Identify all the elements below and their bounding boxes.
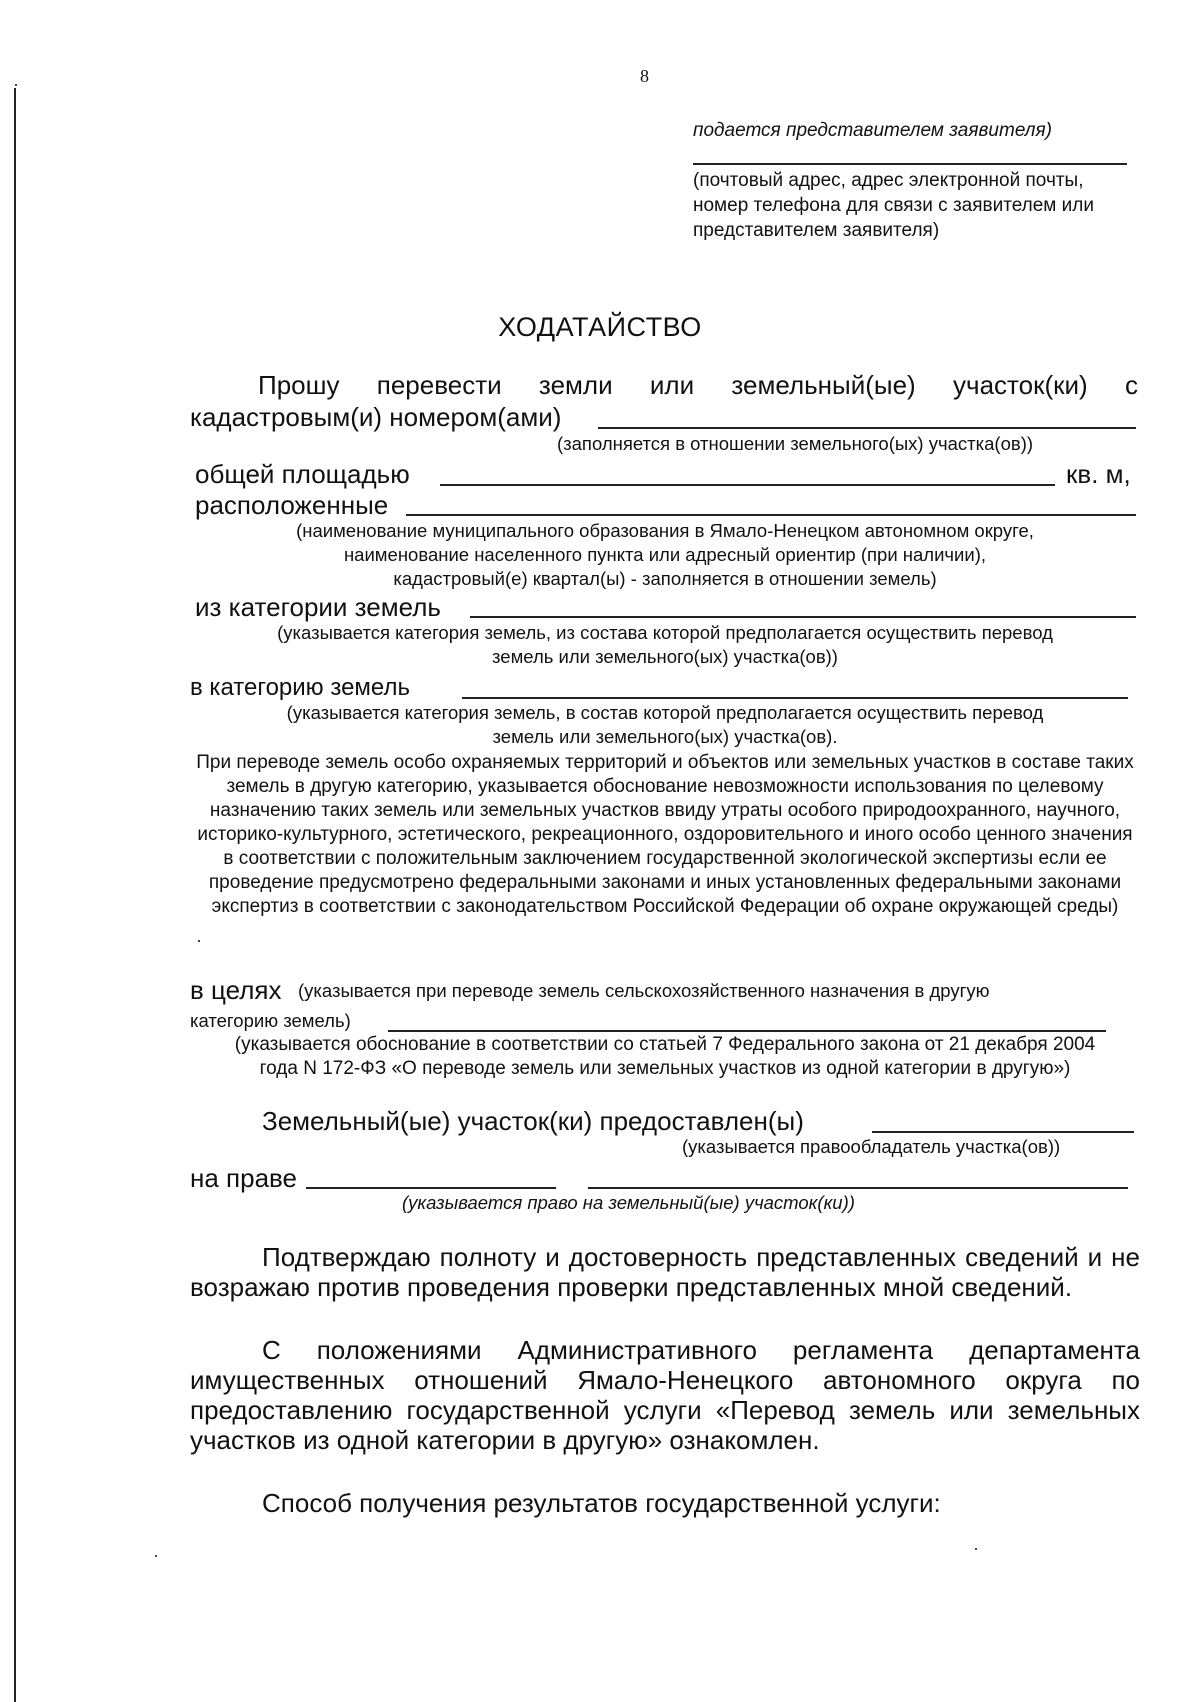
to-category-note-2: земель или земельного(ых) участка(ов).	[492, 726, 838, 747]
from-category-note-2: земель или земельного(ых) участка(ов))	[492, 646, 838, 667]
contact-underline	[693, 163, 1127, 165]
to-category-note-1: (указывается категория земель, в состав которой предполагается осуществить перевод	[286, 702, 1044, 723]
cadastral-note: (заполняется в отношении земельного(ых) участка(ов))	[557, 433, 1034, 454]
purpose-hint-1: (указывается при переводе земель сельскохозяйственного назначения в другую	[298, 980, 990, 1001]
document-title: ХОДАТАЙСТВО	[498, 312, 702, 342]
from-category-label: из категории земель	[195, 592, 441, 622]
from-category-note-1: (указывается категория земель, из состава которой предполагается осуществить перевод	[277, 622, 1053, 643]
granted-note: (указывается правообладатель участка(ов))	[682, 1136, 1061, 1157]
scan-speck	[15, 84, 17, 86]
contact-note: (почтовый адрес, адрес электронной почты, номер телефона для связи с заявителем или представителем заявителя)	[693, 170, 1094, 241]
right-note: (указывается право на земельный(ые) участок(ки))	[402, 1192, 855, 1213]
to-category-field[interactable]	[462, 697, 1128, 699]
cadastral-field[interactable]	[598, 427, 1136, 429]
scan-speck	[155, 1555, 157, 1557]
purpose-label: в целях	[190, 975, 282, 1005]
located-label: расположенные	[195, 490, 389, 520]
purpose-hint-2: категорию земель)	[190, 1010, 351, 1031]
located-note-2: наименование населенного пункта или адресный ориентир (при наличии),	[343, 544, 987, 565]
page-number: 8	[640, 66, 649, 86]
acknowledgement-paragraph: С положениями Административного регламента департамента имущественных отношений Ямало-Ненецкого автономного округа по предоставлению государственной услуги «Перевод земель или земельных участков из одной категории в другую» ознакомлен.	[190, 1335, 1140, 1455]
located-note-1: (наименование муниципального образования в Ямало-Ненецком автономном округе,	[296, 520, 1034, 541]
area-label: общей площадью	[195, 459, 410, 489]
area-unit: кв. м,	[1066, 459, 1131, 489]
from-category-field[interactable]	[470, 616, 1136, 618]
confirmation-paragraph: Подтверждаю полноту и достоверность представленных сведений и не возражаю против проведения проверки представленных мной сведений.	[190, 1242, 1140, 1302]
right-field-2[interactable]	[588, 1187, 1128, 1189]
scan-speck	[198, 940, 200, 942]
right-field-1[interactable]	[306, 1187, 556, 1189]
scan-speck	[975, 1548, 977, 1550]
protected-lands-note: При переводе земель особо охраняемых территорий и объектов или земельных участков в составе таких земель в другую категорию, указывается обоснование невозможности использования по целевому назначению таких земель или земельных участков ввиду утраты особого природоохранного, научного, историко-культурного, эстетического, рекреационного, оздоровительного и иного особо ценного значения в соответствии с положительным заключением государственной экологической экспертизы если ее проведение предусмотрено федеральными законами и иных установленных федеральными законами экспертиз в соответствии с законодательством Российской Федерации об охране окружающей среды)	[196, 752, 1134, 917]
granted-label: Земельный(ые) участок(ки) предоставлен(ы)	[262, 1106, 804, 1136]
granted-field[interactable]	[872, 1131, 1134, 1133]
to-category-label: в категорию земель	[190, 674, 410, 701]
request-line-1: Прошу перевести земли или земельный(ые) участок(ки) с	[258, 370, 1138, 400]
cadastral-label: кадастровым(и) номером(ами)	[190, 402, 562, 432]
area-field[interactable]	[440, 484, 1055, 486]
purpose-note: (указывается обоснование в соответствии со статьей 7 Федерального закона от 21 декабря 2004 года N 172-ФЗ «О переводе земель или земельных участков из одной категории в другую»)	[234, 1034, 1096, 1079]
submitted-by-note: подается представителем заявителя)	[693, 120, 1052, 141]
located-note-3: кадастровый(е) квартал(ы) - заполняется в отношении земель)	[393, 568, 937, 589]
purpose-field[interactable]	[388, 1030, 1106, 1032]
right-label: на праве	[190, 1163, 298, 1193]
located-field[interactable]	[406, 514, 1136, 516]
result-method-label: Способ получения результатов государственной услуги:	[262, 1488, 941, 1518]
